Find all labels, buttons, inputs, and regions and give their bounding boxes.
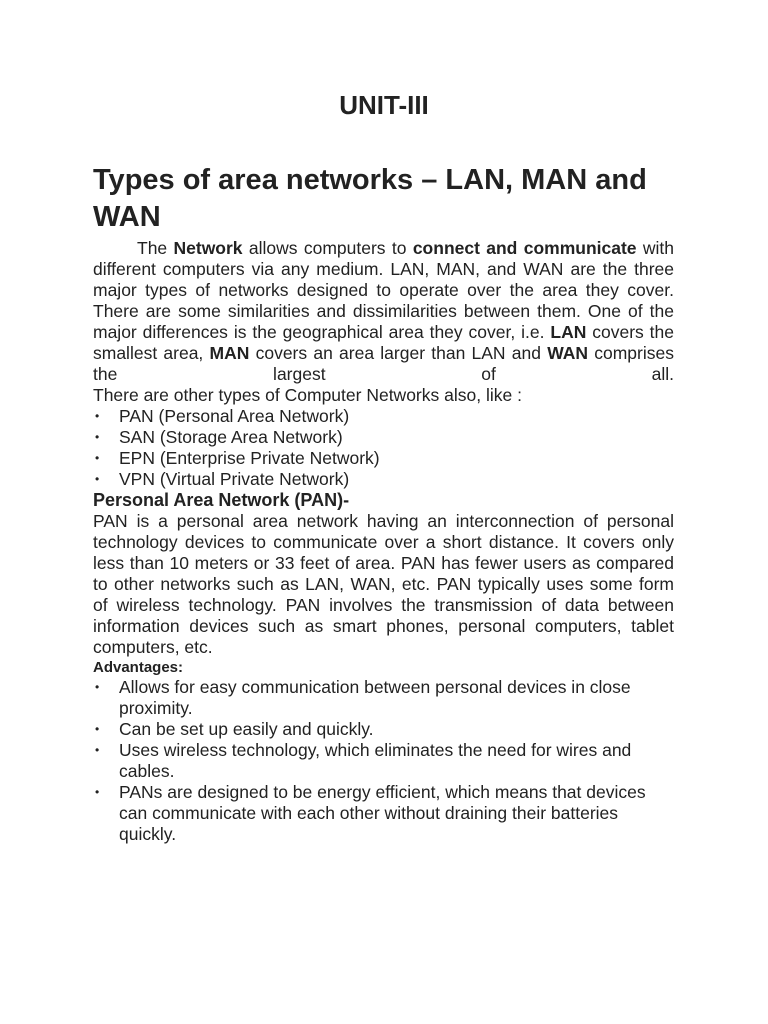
list-item [93, 406, 674, 427]
intro-term-connect: connect and communicate [412, 238, 637, 258]
bullet-icon: • [95, 785, 100, 799]
list-item [93, 469, 674, 490]
intro-term-wan: WAN [547, 343, 589, 363]
bullet-icon: • [95, 743, 100, 757]
other-types-intro: There are other types of Computer Networks also, like : [93, 385, 522, 405]
advantages-list [93, 677, 674, 845]
intro-text-a: The [137, 238, 174, 258]
intro-text-c: with different computers via any medium. LAN, MAN, and WAN are the three major types of networks designed to operate over the area they cover. There are some similarities and dissimilarities between them. One of the major differences is the geographical area they cover, i.e. [93, 238, 674, 342]
list-item-text: EPN (Enterprise Private Network) [119, 448, 380, 468]
list-item [93, 427, 674, 448]
bullet-icon: • [95, 430, 100, 444]
bullet-icon: • [95, 680, 100, 694]
list-item-text: PANs are designed to be energy efficient, which means that devices can communicate with each other without draining their batteries quickly. [119, 782, 646, 844]
list-item-text: Can be set up easily and quickly. [119, 719, 374, 739]
unit-title: UNIT-III [339, 90, 429, 120]
list-item [93, 677, 674, 719]
document-content [93, 238, 674, 845]
list-item-text: Uses wireless technology, which eliminates the need for wires and cables. [119, 740, 632, 781]
other-types-list [93, 406, 674, 490]
intro-term-man: MAN [209, 343, 250, 363]
intro-text-f: comprises the largest of all. [93, 343, 674, 384]
intro-text-d: covers the smallest area, [93, 322, 674, 363]
list-item [93, 448, 674, 469]
list-item-text: VPN (Virtual Private Network) [119, 469, 350, 489]
list-item [93, 719, 674, 740]
main-heading: Types of area networks – LAN, MAN and WAN [93, 164, 647, 233]
intro-term-lan: LAN [550, 322, 587, 342]
intro-term-network: Network [173, 238, 243, 258]
list-item-text: PAN (Personal Area Network) [119, 406, 350, 426]
bullet-icon: • [95, 409, 100, 423]
bullet-icon: • [95, 451, 100, 465]
bullet-icon: • [95, 472, 100, 486]
list-item [93, 740, 674, 782]
intro-paragraph [93, 238, 674, 385]
intro-text-b: allows computers to [242, 238, 413, 258]
pan-heading: Personal Area Network (PAN)- [93, 490, 350, 510]
advantages-heading: Advantages: [93, 659, 184, 676]
pan-paragraph: PAN is a personal area network having an interconnection of personal technology devices to communicate over a short distance. It covers only less than 10 meters or 33 feet of area. PAN has fewer users as compared to other networks such as LAN, WAN, etc. PAN typically uses some form of wireless technology. PAN involves the transmission of data between information devices such as smart phones, personal computers, tablet computers, etc. [93, 511, 674, 657]
intro-text-e: covers an area larger than LAN and [249, 343, 548, 363]
list-item-text: SAN (Storage Area Network) [119, 427, 343, 447]
bullet-icon: • [95, 722, 100, 736]
list-item [93, 782, 674, 845]
list-item-text: Allows for easy communication between personal devices in close proximity. [119, 677, 631, 718]
